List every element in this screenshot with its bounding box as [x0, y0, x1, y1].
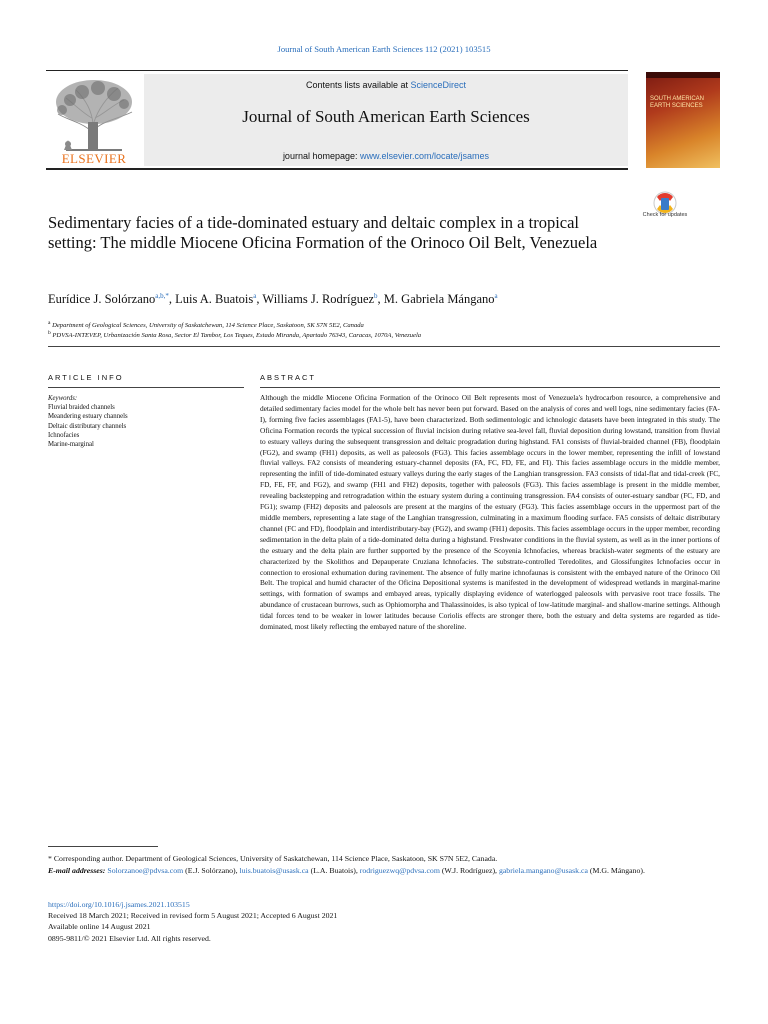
email-owner: (E.J. Solórzano), [183, 865, 240, 875]
author-affil-sup[interactable]: a,b,* [155, 292, 169, 300]
doi-link[interactable]: https://doi.org/10.1016/j.jsames.2021.103515 [48, 900, 190, 909]
keyword-item: Marine-marginal [48, 441, 94, 449]
author-name[interactable]: Eurídice J. Solórzano [48, 292, 156, 307]
affiliation-a [48, 320, 728, 329]
abstract-rule [260, 387, 720, 388]
footnotes [48, 853, 720, 876]
email-owner: (M.G. Mángano). [587, 865, 645, 875]
email-link[interactable]: Solorzanoe@pdvsa.com [107, 865, 184, 875]
keyword-item: Ichnofacies [48, 431, 80, 439]
affiliation-b [48, 330, 728, 339]
elsevier-logo-text: ELSEVIER [61, 151, 127, 166]
keyword-item: Fluvial braided channels [48, 404, 115, 412]
abstract-heading: ABSTRACT [260, 373, 317, 382]
author-name[interactable]: M. Gabriela Mángano [383, 292, 495, 307]
header-rule-bottom [46, 168, 628, 170]
journal-cover-image [646, 72, 720, 168]
author-name[interactable]: Williams J. Rodríguez [262, 292, 375, 307]
email-owner: (L.A. Buatois), [308, 865, 360, 875]
article-title: Sedimentary facies of a tide-dominated estuary and deltaic complex in a tropical setting: The middle Miocene Oficina Formation of the Orinoco Oil Belt, Venezuela [48, 213, 598, 252]
email-link[interactable]: gabriela.mangano@usask.ca [498, 865, 588, 875]
copyright: 0895-9811/© 2021 Elsevier Ltd. All rights reserved. [48, 933, 211, 943]
affiliation-key: a [48, 320, 51, 326]
homepage-prefix: journal homepage: [282, 151, 360, 161]
available-online: Available online 14 August 2021 [48, 922, 151, 932]
journal-cover-text: SOUTH AMERICAN EARTH SCIENCES [650, 96, 705, 109]
check-for-updates-label[interactable]: Check for updates [642, 212, 688, 218]
affiliation-key: b [48, 330, 51, 336]
article-info-heading: ARTICLE INFO [48, 373, 124, 382]
keyword-item: Meandering estuary channels [48, 413, 128, 421]
journal-homepage-link[interactable]: www.elsevier.com/locate/jsames [360, 151, 490, 161]
check-for-updates-icon[interactable] [646, 190, 684, 232]
journal-cover-strip [646, 72, 720, 78]
author-affil-sup[interactable]: a [494, 292, 498, 300]
publication-info [48, 899, 720, 944]
keyword-item: Deltaic distributary channels [48, 422, 127, 430]
homepage-line [144, 151, 628, 161]
keywords-label: Keywords: [48, 395, 78, 402]
email-owner: (W.J. Rodríguez), [439, 865, 499, 875]
affiliation-text: Department of Geological Sciences, University of Saskatchewan, 114 Science Place, Saskatoon, SK S7N 5E2, Canada [52, 322, 364, 330]
author-affil-sup[interactable]: b [374, 292, 378, 300]
author-list: Eurídice J. Solórzano$^{a,b,*}$, Luis A. Buatois$^a$, Williams J. Rodríguez$^b$, M. Gabriela Mángano$^a$ [48, 292, 498, 307]
received-dates: Received 18 March 2021; Received in revised form 5 August 2021; Accepted 6 August 2021 [48, 911, 338, 921]
email-addresses [48, 865, 720, 877]
contents-prefix: Contents lists available at [305, 80, 411, 90]
article-info-rule [48, 387, 244, 388]
footnote-rule [48, 846, 158, 847]
email-label: E-mail addresses: [48, 865, 106, 875]
contents-line [144, 80, 628, 90]
email-link[interactable]: luis.buatois@usask.ca [239, 865, 309, 875]
corresponding-author-note: * Corresponding author. Department of Geological Sciences, University of Saskatchewan, 114 Science Place, Saskatoon, SK S7N 5E2, Canada. [48, 854, 498, 863]
keywords-block [48, 394, 248, 449]
affiliation-divider [48, 346, 720, 347]
header-rule-top [46, 70, 628, 71]
email-link[interactable]: rodriguezwq@pdvsa.com [359, 865, 440, 875]
affiliation-text: PDVSA-INTEVEP, Urbanización Santa Rosa, Sector El Tambor, Los Teques, Estado Miranda, Apartado 76343, Caracas, 1070A, Venezuela [52, 332, 422, 340]
abstract-text: Although the middle Miocene Oficina Formation of the Orinoco Oil Belt represents most of Venezuela's hydrocarbon resource, a comprehensive and detailed sedimentary facies model for the whole belt has never been put forward. Based on the analysis of cores and well logs, nine sedimentary facies (FA-I), forming five facies assemblages (FA1-5), have been characterized. Both sedimentologic and ichnologic datasets have been integrated in this study. The Oficina Formation records the typical succession of fluvial incision during relative sea-level fall, fluvial deposition during lowstand, transition from fluvial to estuary valleys during the subsequent transgression and deltaic progradation during highstand. FA1 consists of fluvial-braided channel (FB), floodplain (FG2), and swamp (FH1) deposits, as well as paleosols (FG3). This facies assemblage occurs in the lower member, representing the infill of lowstand fluvial valleys. FA2 consists of meandering estuary-channel deposits (FA, FC, FD, FE, and FI). This facies assemblage occurs in the middle member, representing the infill of tide-dominated estuary valleys during the early stages of the Langhian transgression. FA3 consists of tidal-flat and tidal-creek (FC, FD, FE, FF, and FG2), and swamp (FH1 and FH2) deposits, together with paleosols (FG3). This facies assemblage is present in the middle member, revealing backstepping and retrogradation within the estuary system during a continuing transgression. FA4 consists of outer-estuary sandbar (FC, FD, and FG1); swamp (FH2) deposits and paleosols are present at the margins of the estuary (FG3). This facies assemblage occurs in the uppermost part of the middle members, representing a late stage of the Langhian transgression, culminating in a maximum flooding surface. FA5 consists of deltaic distributary channel (FC and FD), floodplain and interdistributary-bay (FG2), and swamp (FH1) deposits. This facies assemblage occurs in the upper member, recording sedimentation in the delta plain of a tide-dominated delta during a highstand. Freshwater conditions in the fluvial system, as well as in the inner portions of the estuary and the delta plain are further supported by the presence of the Scoyenia Ichnofacies, whereas brackish-water segments of the estuary are characterized by the Skolithos and Depauperate Cruziana Ichnofacies. The substrate-controlled Teredolites, and Glossifungites Ichnofacies occur in connection to erosional exhumation during ravinement. The absence of fully marine ichnofaunas is consistent with the embayed nature of the Orinoco Oil Belt. The tropical and humid character of the Oficina Depositional systems is manifested in the development of widespread wetlands in marginal-marine settings, with formation of swamps and embayed areas, typically displaying evidence of waterlogged paleosols with pervasive root trace fossils. The abundance of crustacean burrows, such as Ophiomorpha and Thalassinoides, is also typical of low-latitude marginal- and shallow-marine settings. Although tidal forces tend to be weaker in lower latitudes because Coriolis effects are stronger there, both the estuary and delta systems are regarded as tide-dominated, most likely reflecting the embayed nature of the shoreline. [260, 393, 720, 632]
journal-title: Journal of South American Earth Sciences [242, 107, 530, 126]
author-name[interactable]: Luis A. Buatois [175, 292, 254, 307]
sciencedirect-link[interactable]: ScienceDirect [410, 80, 467, 90]
author-affil-sup[interactable]: a [253, 292, 257, 300]
journal-citation-link[interactable]: Journal of South American Earth Sciences 112 (2021) 103515 [277, 44, 491, 54]
